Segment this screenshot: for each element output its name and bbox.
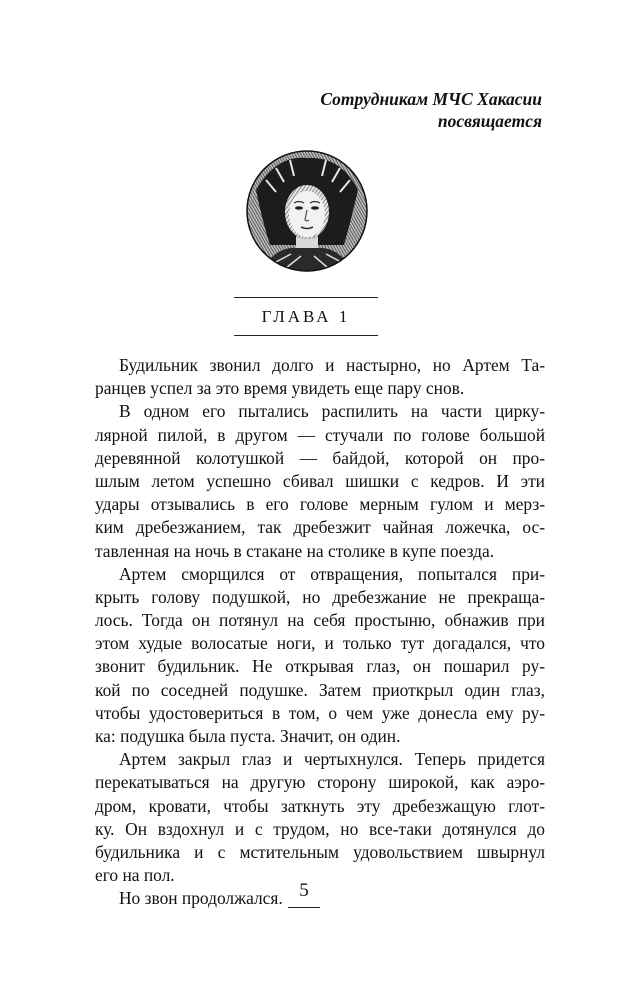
text-line: удары отзывались в его голове мерным гулом и мерз- [95, 494, 545, 515]
text-line: ким дребезжанием, так дребезжит чайная ложечка, ос- [95, 517, 545, 538]
dedication-line-2: посвящается [437, 111, 542, 131]
text-line: этом худые волосатые ноги, и только тут догадался, что [95, 633, 545, 654]
text-line: будильника и с мстительным удовольствием швырнул [95, 841, 545, 862]
text-line: его на пол. [95, 865, 175, 886]
page-number-rule [288, 907, 320, 908]
text-line: ка: подушка была пуста. Значит, он один. [95, 726, 401, 746]
body-text [95, 354, 545, 911]
chapter-rule-bottom [234, 335, 378, 336]
text-line: перекатываться на другую сторону широкой, как аэро- [95, 772, 545, 793]
text-line: чтобы удостовериться в том, о чем уже донесла ему ру- [95, 702, 545, 723]
text-line: тавленная на ночь в стакане на столике в купе поезда. [95, 540, 495, 561]
text-line: шлым летом успешно сбивал шишки с кедров. И эти [95, 470, 545, 491]
page-number: 5 [299, 880, 309, 901]
dedication [320, 88, 542, 132]
text-line: ку. Он вздохнул и с трудом, но все-таки дотянулся до [95, 818, 545, 839]
text-line: дром, кровати, чтобы заткнуть эту дребезжащую глот- [95, 795, 545, 816]
paragraph-2 [95, 400, 545, 562]
dedication-line-1: Сотрудникам МЧС Хакасии [320, 89, 542, 109]
text-line: В одном его пытались распилить на части цирку- [119, 401, 545, 422]
paragraph-3 [95, 563, 545, 749]
text-line: звонит будильник. Не открывая глаз, он пошарил ру- [95, 656, 545, 677]
text-line: Но звон продолжался. [119, 888, 283, 909]
text-line: Будильник звонил долго и настырно, но Артем Та- [119, 355, 545, 375]
chapter-title: ГЛАВА 1 [261, 307, 351, 326]
text-line: Артем сморщился от отвращения, попытался при- [119, 563, 545, 584]
text-line: крыть голову подушкой, но дребезжание не прекраща- [95, 586, 545, 607]
portrait-medallion-icon [246, 150, 368, 272]
paragraph-5 [95, 887, 545, 910]
text-line: лярной пилой, в другом — стучали по голове большой [95, 424, 545, 445]
text-line: деревянной колотушкой — байдой, которой он про- [95, 447, 545, 468]
text-line: кой по соседней подушке. Затем приоткрыл один глаз, [95, 679, 545, 700]
paragraph-1 [95, 354, 545, 400]
text-line: лось. Тогда он потянул на себя простыню, обнажив при [95, 610, 545, 631]
chapter-rule-top [234, 297, 378, 298]
paragraph-4 [95, 748, 545, 887]
text-line: Артем закрыл глаз и чертыхнулся. Теперь придется [119, 749, 545, 770]
text-line: ранцев успел за это время увидеть еще пару снов. [95, 378, 465, 399]
